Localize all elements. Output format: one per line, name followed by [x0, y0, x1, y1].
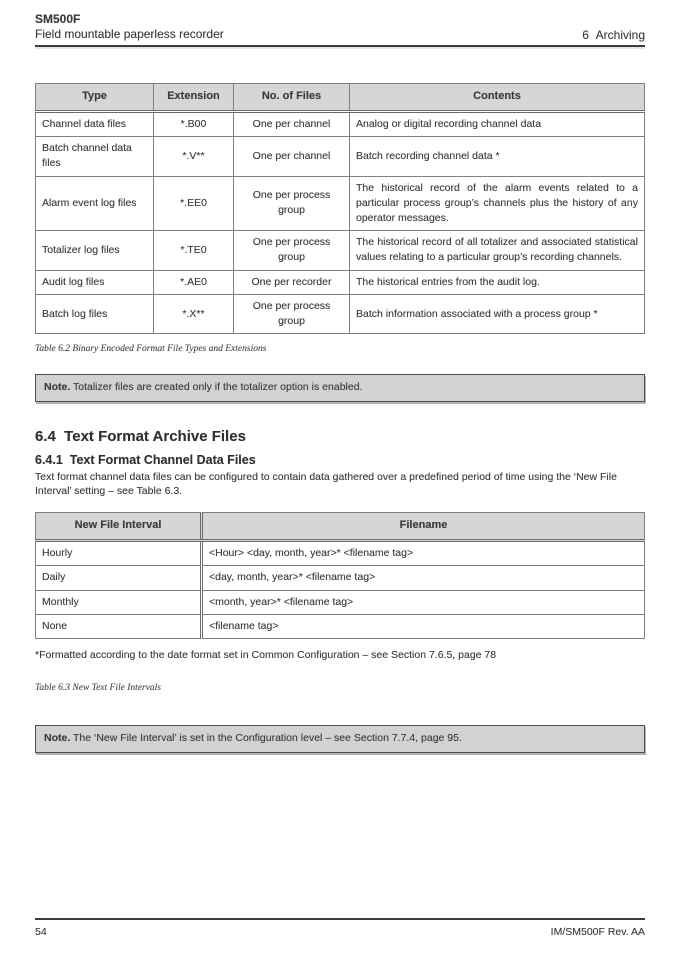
header-cell-extension: Extension — [154, 84, 234, 112]
header-cell-no-of-files: No. of Files — [234, 84, 350, 112]
table-row — [36, 541, 645, 566]
page-header — [35, 12, 645, 47]
cell-contents: Batch recording channel data * — [350, 137, 645, 176]
cell-type: Alarm event log files — [36, 176, 154, 231]
cell-type: Batch log files — [36, 294, 154, 333]
cell-no-of-files: One per process group — [234, 231, 350, 270]
header-cell-contents: Contents — [350, 84, 645, 112]
table-footnote: *Formatted according to the date format set in Common Configuration – see Section 7.6.5, page 78 — [35, 649, 497, 662]
cell-extension: *.EE0 — [154, 176, 234, 231]
cell-extension: *.AE0 — [154, 270, 234, 294]
cell-extension: *.X** — [154, 294, 234, 333]
cell-filename: <Hour> <day, month, year>* <filename tag> — [202, 541, 645, 566]
header-cell-interval: New File Interval — [36, 513, 202, 541]
cell-no-of-files: One per channel — [234, 111, 350, 136]
note-text: The ‘New File Interval’ is set in the Configuration level – see Section 7.7.4, page 95. — [70, 732, 462, 745]
cell-interval: Hourly — [36, 541, 202, 566]
cell-type: Channel data files — [36, 111, 154, 136]
header-cell-type: Type — [36, 84, 154, 112]
table-row — [36, 111, 645, 136]
cell-no-of-files: One per process group — [234, 176, 350, 231]
note-label: Note. — [44, 732, 71, 745]
page-number: 54 — [35, 926, 47, 938]
table-header-row — [36, 513, 645, 541]
cell-contents: The historical record of the alarm events related to a particular process group’s channels plus the history of any operator messages. — [350, 176, 645, 231]
cell-interval: None — [36, 614, 202, 638]
cell-extension: *.B00 — [154, 111, 234, 136]
table-row — [36, 590, 645, 614]
page-footer — [35, 918, 645, 938]
note-box-interval — [35, 725, 645, 753]
table-row — [36, 270, 645, 294]
cell-contents: The historical record of all totalizer and associated statistical values relating to a particular group’s recording channels. — [350, 231, 645, 270]
cell-no-of-files: One per channel — [234, 137, 350, 176]
product-title: SM500F — [35, 12, 81, 26]
file-types-table — [35, 83, 645, 334]
table-row — [36, 294, 645, 333]
cell-filename: <filename tag> — [202, 614, 645, 638]
product-subtitle: Field mountable paperless recorder — [35, 27, 224, 41]
table-caption: Table 6.2 Binary Encoded Format File Types and Extensions — [35, 344, 267, 355]
cell-interval: Daily — [36, 566, 202, 590]
table-row — [36, 176, 645, 231]
cell-contents: Batch information associated with a process group * — [350, 294, 645, 333]
table-row — [36, 137, 645, 176]
doc-reference: IM/SM500F Rev. AA — [550, 926, 645, 938]
table-caption: Table 6.3 New Text File Intervals — [35, 683, 161, 694]
note-box-totalizer — [35, 374, 645, 402]
cell-type: Batch channel data files — [36, 137, 154, 176]
cell-no-of-files: One per recorder — [234, 270, 350, 294]
header-cell-filename: Filename — [202, 513, 645, 541]
section-heading: 6.4 Text Format Archive Files — [35, 427, 246, 445]
cell-no-of-files: One per process group — [234, 294, 350, 333]
cell-extension: *.V** — [154, 137, 234, 176]
note-text: Totalizer files are created only if the totalizer option is enabled. — [70, 381, 363, 394]
header-left — [35, 12, 224, 42]
table-row — [36, 566, 645, 590]
table-row — [36, 614, 645, 638]
cell-filename: <month, year>* <filename tag> — [202, 590, 645, 614]
cell-type: Audit log files — [36, 270, 154, 294]
subsection-heading: 6.4.1 Text Format Channel Data Files — [35, 452, 256, 467]
cell-interval: Monthly — [36, 590, 202, 614]
file-intervals-table — [35, 512, 645, 639]
body-paragraph: Text format channel data files can be configured to contain data gathered over a predefined period of time using the ‘New File Interval’ setting – see Table 6.3. — [35, 470, 617, 498]
cell-type: Totalizer log files — [36, 231, 154, 270]
cell-contents: Analog or digital recording channel data — [350, 111, 645, 136]
cell-contents: The historical entries from the audit log. — [350, 270, 645, 294]
cell-extension: *.TE0 — [154, 231, 234, 270]
table-row — [36, 231, 645, 270]
chapter-title: 6 Archiving — [582, 28, 645, 42]
cell-filename: <day, month, year>* <filename tag> — [202, 566, 645, 590]
page-content — [35, 12, 645, 753]
table-header-row — [36, 84, 645, 112]
note-label: Note. — [44, 381, 71, 394]
